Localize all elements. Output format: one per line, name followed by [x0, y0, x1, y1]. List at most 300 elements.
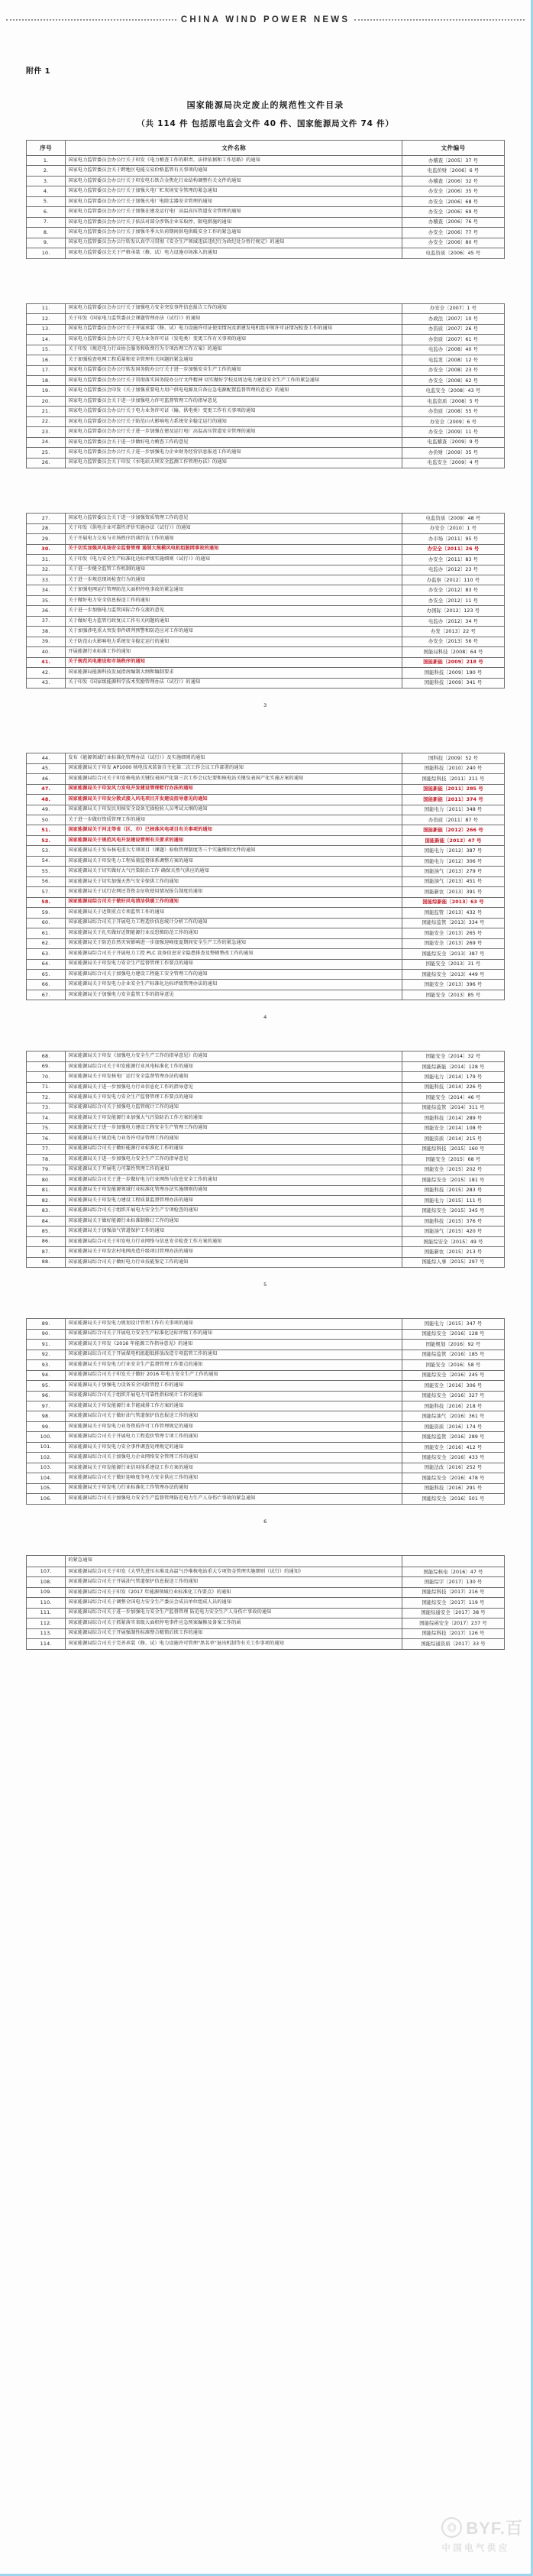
row-index-cell: 114.	[27, 1639, 66, 1649]
table-row	[27, 1494, 505, 1504]
row-index-cell	[27, 1555, 66, 1567]
row-name-cell: 关于做好电力监管行政复议工作有关问题的通知	[66, 616, 402, 626]
row-code-cell: 办安全〔2011〕83 号	[402, 555, 505, 565]
row-code-cell: 国能安全〔2013〕269 号	[402, 938, 505, 948]
row-name-cell: 国家能源局关于进一步加强电力行业信息化工作的指导意见	[66, 1082, 402, 1092]
table-row	[27, 1577, 505, 1587]
page-number: 4	[263, 1014, 267, 1021]
row-name-cell: 国家能源局综合司关于加强电力监管统计工作的通知	[66, 1103, 402, 1113]
row-index-cell: 62.	[27, 938, 66, 948]
row-index-cell: 101.	[27, 1442, 66, 1452]
row-index-cell: 99.	[27, 1421, 66, 1431]
row-code-cell: 办资质〔2007〕61 号	[402, 335, 505, 345]
table-row	[27, 1257, 505, 1267]
row-index-cell: 34.	[27, 585, 66, 595]
row-index-cell: 64.	[27, 959, 66, 969]
row-index-cell: 42.	[27, 668, 66, 678]
page-break-spacer	[26, 1288, 505, 1307]
row-index-cell: 58.	[27, 897, 66, 907]
row-index-cell: 6.	[27, 207, 66, 217]
row-name-cell: 国家电力监管委员会办公厅关于进一步加强电力企业财务经营信息报送工作的通知	[66, 448, 402, 458]
row-code-cell: 办政法〔2007〕10 号	[402, 314, 505, 324]
row-index-cell: 77.	[27, 1144, 66, 1154]
row-code-cell: 办安全〔2006〕35 号	[402, 186, 505, 196]
row-name-cell: 国家能源局关于试行农网还贷资金征收使用情况报告制度的通知	[66, 887, 402, 897]
row-name-cell: 国家能源局关于防范自然灾害影响进一步加强迎峰度夏期间安全生产工作的紧急通知	[66, 938, 402, 948]
table-block	[26, 140, 505, 293]
row-code-cell: 国能综监管〔2013〕334 号	[402, 918, 505, 928]
row-name-cell: 关于规范风电建设和市场秩序的通知	[66, 657, 402, 667]
row-code-cell: 国能科技〔2014〕226 号	[402, 1082, 505, 1092]
row-name-cell: 国家能源局关于进一步加强电力安全生产工作的指导意见	[66, 1155, 402, 1165]
row-code-cell: 国能新农〔2013〕391 号	[402, 887, 505, 897]
table-row	[27, 657, 505, 667]
row-code-cell: 国能科技〔2009〕341 号	[402, 678, 505, 688]
row-name-cell: 国家能源局关于切实做好大气污染防治工作 确保天然气供应的通知	[66, 867, 402, 876]
row-name-cell: 国家电力监管委员会关于严格承装（修、试）电力设施市场准入的通知	[66, 248, 402, 258]
row-index-cell: 100.	[27, 1432, 66, 1442]
row-code-cell: 国能综核电〔2016〕47 号	[402, 1567, 505, 1576]
row-index-cell: 26.	[27, 458, 66, 468]
row-code-cell: 办发〔2013〕22 号	[402, 627, 505, 637]
row-code-cell: 国科技〔2009〕52 号	[402, 753, 505, 763]
row-name-cell: 国家能源局关于加强油气管道保护工作的通知	[66, 1226, 402, 1236]
row-code-cell: 电监发〔2008〕12 号	[402, 355, 505, 365]
row-name-cell: 国家能源局关于印发电力工程质量监督体系调整方案的通知	[66, 856, 402, 866]
row-code-cell: 国能综安全〔2016〕478 号	[402, 1473, 505, 1483]
table-row	[27, 1134, 505, 1144]
row-index-cell: 98.	[27, 1411, 66, 1421]
row-name-cell: 国家能源局综合司关于印发《2017 年能源领域行业标准化工作要点》的通知	[66, 1587, 402, 1597]
row-index-cell: 35.	[27, 595, 66, 605]
row-name-cell: 国家能源局关于规范电力业务许可证管理工作的通知	[66, 1134, 402, 1144]
row-name-cell: 国家能源局综合司关于进一步做好电力行业网络与信息安全工作的通知	[66, 1175, 402, 1185]
row-name-cell: 国家电力监管委员会关于进一步加强资质管理工作的意见	[66, 514, 402, 523]
row-name-cell: 国家能源局关于印发《加强电力安全生产工作的指导意见》的通知	[66, 1051, 402, 1061]
row-name-cell: 国家能源局关于印发电力企业安全生产标准化达标评级管理办法的通知	[66, 980, 402, 990]
row-code-cell: 办稽查〔2006〕76 号	[402, 217, 505, 227]
table-row	[27, 448, 505, 458]
table-row	[27, 1608, 505, 1618]
watermark	[441, 2516, 523, 2554]
row-index-cell: 73.	[27, 1103, 66, 1113]
repealed-documents-table	[26, 1051, 505, 1268]
row-index-cell: 95.	[27, 1381, 66, 1391]
table-row	[27, 846, 505, 856]
row-code-cell: 国能电力〔2011〕348 号	[402, 805, 505, 815]
row-name-cell: 国家能源局关于印发电力安全生产监督管理工作要点的通知	[66, 959, 402, 969]
row-name-cell: 国家能源局综合司关于调整全国电力安全生产委员会成员单位组成人员的通知	[66, 1598, 402, 1608]
page-title: 国家能源局决定废止的规范性文件目录	[186, 100, 344, 110]
row-index-cell: 84.	[27, 1216, 66, 1226]
row-name-cell: 国家能源局综合司关于开展强制性标准整合精简后续工作的通知	[66, 1628, 402, 1638]
table-row	[27, 1216, 505, 1226]
row-code-cell: 办安全〔2011〕26 号	[402, 544, 505, 554]
table-row	[27, 575, 505, 585]
row-name-cell: 国家能源局综合司关于完善承装（修、试）电力设施许可管理"黑名单"退出机制等有关工作事项的通知	[66, 1639, 402, 1649]
row-index-cell: 96.	[27, 1391, 66, 1401]
row-index-cell: 51.	[27, 825, 66, 835]
row-code-cell: 国能新农〔2015〕213 号	[402, 1247, 505, 1257]
row-code-cell: 办安全〔2010〕1 号	[402, 523, 505, 533]
table-row	[27, 856, 505, 866]
row-index-cell: 18.	[27, 375, 66, 385]
row-name-cell: 国家能源局综合司关于进一步加强电力安全生产监督管理 防范电力安全生产人身伤亡事故的通知	[66, 1608, 402, 1618]
row-name-cell: 国家能源局关于做好能源行业标准制修订工作的通知	[66, 1216, 402, 1226]
table-row	[27, 427, 505, 437]
row-code-cell: 国能监管〔2013〕432 号	[402, 908, 505, 918]
row-code-cell: 国能电力〔2015〕111 号	[402, 1195, 505, 1205]
row-index-cell: 38.	[27, 627, 66, 637]
row-name-cell: 国家能源局综合司关于开展电力安全生产标准化达标评级工作的通知	[66, 1329, 402, 1339]
table-block	[26, 1318, 505, 1544]
row-name-cell: 国家能源局综合司关于开展煤电机组超低排放改造专项监管工作的通知	[66, 1350, 402, 1359]
row-index-cell: 31.	[27, 555, 66, 565]
row-name-cell: 国家能源局关于扎实做好近期能源行业反恐怖防范工作的通知	[66, 928, 402, 938]
row-index-cell: 22.	[27, 416, 66, 426]
table-row	[27, 1185, 505, 1195]
row-code-cell: 国能综安全〔2013〕387 号	[402, 949, 505, 959]
table-row-continuation	[27, 1555, 505, 1567]
row-name-cell: 关于印发《电力安全生产标准化达标评级实施细则（试行）》的通知	[66, 555, 402, 565]
page-number: 6	[263, 1518, 267, 1525]
row-name-cell: 国家能源局关于印发能源领域行业标准化管理办法实施细则的通知	[66, 1185, 402, 1195]
table-row	[27, 1329, 505, 1339]
row-name-cell: 国家能源局综合司关于做好风电清洁供暖工作的通知	[66, 897, 402, 907]
row-index-cell: 69.	[27, 1061, 66, 1071]
row-index-cell: 76.	[27, 1134, 66, 1144]
row-index-cell: 28.	[27, 523, 66, 533]
table-row	[27, 228, 505, 238]
row-code-cell: 国能科技〔2015〕376 号	[402, 1216, 505, 1226]
row-index-cell: 21.	[27, 407, 66, 416]
row-name-cell: 国家能源局综合司关于做好油气管道保护信息报送工作的通知	[66, 1411, 402, 1421]
row-index-cell: 113.	[27, 1628, 66, 1638]
row-index-cell: 89.	[27, 1319, 66, 1329]
row-index-cell: 55.	[27, 867, 66, 876]
row-index-cell: 57.	[27, 887, 66, 897]
row-name-cell: 国家能源局关于近期重点专项监管工作的通知	[66, 908, 402, 918]
table-row	[27, 606, 505, 616]
row-index-cell: 65.	[27, 970, 66, 980]
row-index-cell: 30.	[27, 544, 66, 554]
watermark-brand-row	[441, 2516, 523, 2539]
row-code-cell: 国能油气〔2015〕420 号	[402, 1226, 505, 1236]
row-name-cell: 国家能源局关于开展电力可靠性管理工作的通知	[66, 1165, 402, 1175]
row-index-cell: 44.	[27, 753, 66, 763]
row-code-cell: 办稽查〔2005〕37 号	[402, 156, 505, 166]
row-index-cell: 106.	[27, 1494, 66, 1504]
table-row	[27, 186, 505, 196]
row-code-cell: 办安全〔2006〕80 号	[402, 238, 505, 248]
row-code-cell: 国能油气〔2013〕279 号	[402, 867, 505, 876]
table-row	[27, 1319, 505, 1329]
table-row	[27, 1360, 505, 1370]
row-code-cell: 办安全〔2006〕69 号	[402, 207, 505, 217]
table-row	[27, 595, 505, 605]
table-row	[27, 1226, 505, 1236]
row-index-cell: 102.	[27, 1453, 66, 1463]
row-index-cell: 33.	[27, 575, 66, 585]
table-row	[27, 375, 505, 385]
row-index-cell: 68.	[27, 1051, 66, 1061]
row-index-cell: 14.	[27, 335, 66, 345]
row-code-cell: 国能综监管〔2014〕311 号	[402, 1103, 505, 1113]
row-name-cell: 国家能源局关于河北等省（区、市）已核准风电项目有关事项的通知	[66, 825, 402, 835]
row-name-cell: 国家电力监管委员会办公厅关于电力业务许可证（发电类）变更工作有关事项的通知	[66, 335, 402, 345]
repealed-documents-table	[26, 513, 505, 689]
table-row	[27, 565, 505, 575]
row-name-cell: 关于做好电力安全信息报送工作的通知	[66, 595, 402, 605]
table-row	[27, 534, 505, 544]
row-name-cell: 国家电力监管委员会关于进一步做好电力稽查工作的意见	[66, 437, 402, 447]
table-row	[27, 303, 505, 313]
row-name-cell: 国家能源局综合司关于印发电力行业网络与信息安全检查工作方案的通知	[66, 1236, 402, 1246]
row-name-cell: 国家能源局综合司关于加强电力建设工程施工安全管理工作的通知	[66, 970, 402, 980]
row-index-cell: 25.	[27, 448, 66, 458]
row-index-cell: 11.	[27, 303, 66, 313]
row-code-cell: 国能安全〔2016〕412 号	[402, 1442, 505, 1452]
row-name-cell: 国家能源局综合司关于开展电力工控 PLC 设备信息安全隐患排查及整顿整改工作的通知	[66, 949, 402, 959]
row-index-cell: 71.	[27, 1082, 66, 1092]
table-row	[27, 1082, 505, 1092]
site-masthead	[0, 0, 531, 40]
row-code-cell: 国能综科技〔2015〕160 号	[402, 1144, 505, 1154]
row-code-cell: 国能科技〔2010〕240 号	[402, 763, 505, 773]
row-name-cell: 国家能源局综合司关于组织开展电力可靠性指标统计工作的通知	[66, 1391, 402, 1401]
row-name-cell: 国家电力监管委员会办公厅关于电力业务许可证（输、供电类）变更工作有关事项的通知	[66, 407, 402, 416]
table-block	[26, 303, 505, 503]
table-row	[27, 815, 505, 825]
table-row	[27, 1463, 505, 1473]
row-name-cell: 关于开展电力交易与市场秩序约谈约访工作的通知	[66, 534, 402, 544]
row-index-cell: 82.	[27, 1195, 66, 1205]
row-code-cell: 办安全〔2012〕11 号	[402, 595, 505, 605]
page-break-spacer	[26, 1525, 505, 1544]
table-row	[27, 458, 505, 468]
row-index-cell: 29.	[27, 534, 66, 544]
row-index-cell: 12.	[27, 314, 66, 324]
row-code-cell: 国能规划〔2016〕92 号	[402, 1340, 505, 1350]
row-index-cell: 59.	[27, 908, 66, 918]
row-name-cell: 的紧急通知	[66, 1555, 402, 1567]
row-code-cell: 国能综监管〔2016〕289 号	[402, 1432, 505, 1442]
table-row	[27, 908, 505, 918]
row-name-cell: 国家能源局关于加强电力安全监管工作的指导意见	[66, 990, 402, 1000]
row-name-cell: 国家电力监管委员会办公厅关于印发电石铁合金焦化行业结构调整有关文件的通知	[66, 176, 402, 186]
row-name-cell: 开展能源行业标准工作的通知	[66, 647, 402, 657]
row-name-cell: 国家能源局关于印发能源行业节能减排工作方案的通知	[66, 1401, 402, 1411]
row-code-cell: 办安全〔2008〕62 号	[402, 375, 505, 385]
row-code-cell: 办安全〔2006〕68 号	[402, 196, 505, 206]
row-code-cell: 国能科技〔2015〕283 号	[402, 1185, 505, 1195]
table-row	[27, 156, 505, 166]
row-code-cell: 电监资质〔2008〕5 号	[402, 396, 505, 406]
row-code-cell: 办安全〔2008〕23 号	[402, 365, 505, 375]
repealed-documents-table	[26, 303, 505, 469]
row-name-cell: 国家电力监管委员会印发《关于加强重要电力用户供电电源及自备应急电源配置监督管理的意见》的通知	[66, 386, 402, 396]
repealed-documents-table	[26, 753, 505, 1000]
row-name-cell: 国家能源局关于印发电力业务资质许可工作管理规定的通知	[66, 1421, 402, 1431]
table-row	[27, 407, 505, 416]
row-code-cell: 办资质〔2011〕87 号	[402, 815, 505, 825]
row-index-cell: 9.	[27, 238, 66, 248]
repealed-documents-table	[26, 140, 505, 259]
table-row	[27, 1473, 505, 1483]
table-row	[27, 396, 505, 406]
row-index-cell: 20.	[27, 396, 66, 406]
row-code-cell: 国能综安全〔2016〕501 号	[402, 1494, 505, 1504]
table-row	[27, 365, 505, 375]
row-name-cell: 发布《能源领域行业标准化管理办法（试行）》及实施细则的通知	[66, 753, 402, 763]
row-code-cell: 国能综安全〔2015〕181 号	[402, 1175, 505, 1185]
row-index-cell: 48.	[27, 795, 66, 805]
row-index-cell: 16.	[27, 355, 66, 365]
row-index-cell: 19.	[27, 386, 66, 396]
row-index-cell: 13.	[27, 324, 66, 334]
table-block	[26, 1051, 505, 1307]
table-row	[27, 897, 505, 907]
table-row	[27, 176, 505, 186]
page-break-spacer	[26, 468, 505, 502]
row-code-cell: 国能新能〔2009〕218 号	[402, 657, 505, 667]
row-code-cell: 国能新能〔2011〕374 号	[402, 795, 505, 805]
row-code-cell: 国能安全〔2016〕58 号	[402, 1360, 505, 1370]
table-row	[27, 314, 505, 324]
table-row	[27, 386, 505, 396]
row-index-cell: 5.	[27, 196, 66, 206]
table-row	[27, 668, 505, 678]
row-code-cell: 国能综新能〔2013〕63 号	[402, 897, 505, 907]
table-row	[27, 1453, 505, 1463]
row-name-cell: 国家电力监管委员会办公厅关于防范山火影响电力系统安全稳定运行的通知	[66, 416, 402, 426]
row-name-cell: 国家能源局关于印发《2016 年能源工作指导意见》的通知	[66, 1340, 402, 1350]
table-row	[27, 217, 505, 227]
table-row	[27, 335, 505, 345]
table-row	[27, 1639, 505, 1649]
page-break-spacer	[26, 1650, 505, 1670]
row-name-cell: 国家能源局综合司关于印发核电站关键仪表国产化第三次工作会议纪要和核电站关键仪表国产化实施方案的通知	[66, 774, 402, 784]
row-name-cell: 国家能源局关于印发风力发电开发建设管理暂行办法的通知	[66, 784, 402, 794]
table-row	[27, 514, 505, 523]
table-row	[27, 523, 505, 533]
row-name-cell: 国家能源局综合司关于印发能源行业风电标准化工作的通知	[66, 1061, 402, 1071]
row-code-cell: 国能综科技〔2011〕211 号	[402, 774, 505, 784]
table-row	[27, 876, 505, 886]
table-row	[27, 166, 505, 176]
row-name-cell: 国家能源局综合司关于组织开展电力安全生产专项检查的通知	[66, 1206, 402, 1216]
table-row	[27, 355, 505, 365]
row-index-cell: 93.	[27, 1360, 66, 1370]
row-name-cell: 国家电力监管委员会办公厅关于依法对部分涉铬企业采取停、限电措施的通知	[66, 217, 402, 227]
row-index-cell: 79.	[27, 1165, 66, 1175]
row-index-cell: 10.	[27, 248, 66, 258]
row-name-cell: 国家电力监管委员会办公厅关于加强冬季大负荷期间供电供暖安全工作的紧急通知	[66, 228, 402, 238]
table-row	[27, 825, 505, 835]
row-name-cell: 国家能源局关于印发核电厂运行安全监督管理办法的通知	[66, 1072, 402, 1082]
row-code-cell: 办安全〔2007〕1 号	[402, 303, 505, 313]
watermark-chinese-text: 中国电气供应	[441, 2542, 510, 2553]
page-break-spacer	[26, 708, 505, 742]
table-row	[27, 959, 505, 969]
table-row	[27, 990, 505, 1000]
table-row	[27, 970, 505, 980]
page-number: 3	[263, 702, 267, 709]
table-row	[27, 763, 505, 773]
table-row	[27, 938, 505, 948]
table-row	[27, 1165, 505, 1175]
row-name-cell: 关于加强检查电网工程质量和安全管理有关问题的紧急通知	[66, 355, 402, 365]
row-code-cell: 国能安全〔2014〕108 号	[402, 1123, 505, 1133]
row-name-cell: 国家能源局关于加强电力设备安全风险管控工作的通知	[66, 1381, 402, 1391]
row-name-cell: 国家能源局关于印发能源行业信用体系建设工作方案的通知	[66, 1463, 402, 1473]
row-index-cell: 3.	[27, 176, 66, 186]
table-row	[27, 887, 505, 897]
row-code-cell: 国能综安全〔2013〕449 号	[402, 970, 505, 980]
row-code-cell: 电监资质〔2006〕45 号	[402, 248, 505, 258]
row-index-cell: 56.	[27, 876, 66, 886]
row-code-cell: 办安全〔2012〕83 号	[402, 585, 505, 595]
table-row	[27, 1391, 505, 1401]
row-index-cell: 32.	[27, 565, 66, 575]
row-name-cell: 国家电力监管委员会办公厅关于加强在建及运行电厂高温高压管道安全管理的通知	[66, 207, 402, 217]
row-name-cell: 国家能源局关于印发 AP1000 核电技术装备自主化第二次工作会议工作部署的通知	[66, 763, 402, 773]
row-code-cell: 国能综安全〔2015〕345 号	[402, 1206, 505, 1216]
table-row	[27, 928, 505, 938]
table-row	[27, 1236, 505, 1246]
table-row	[27, 1432, 505, 1442]
row-name-cell: 关于印发《规范电力行业协会服务和收费行为专项治理工作方案》的通知	[66, 345, 402, 355]
row-code-cell: 电监安全〔2009〕4 号	[402, 458, 505, 468]
table-row	[27, 345, 505, 355]
row-code-cell: 国能安全〔2013〕31 号	[402, 959, 505, 969]
row-index-cell: 72.	[27, 1093, 66, 1103]
row-index-cell: 15.	[27, 345, 66, 355]
table-row	[27, 835, 505, 845]
table-row	[27, 949, 505, 959]
page-number: 5	[263, 1282, 267, 1288]
row-code-cell: 办安全〔2009〕11 号	[402, 427, 505, 437]
row-index-cell: 111.	[27, 1608, 66, 1618]
table-row	[27, 980, 505, 990]
row-name-cell: 国家电力监管委员会办公厅关于贯彻落实国务院办公厅文件精神 切实做好学校及周边电力建设安全生产工作的紧急通知	[66, 375, 402, 385]
row-code-cell: 电监办〔2012〕34 号	[402, 616, 505, 626]
row-index-cell: 85.	[27, 1226, 66, 1236]
row-name-cell: 国家能源局关于印发民用核安全设备无损检验人员考试大纲的通知	[66, 805, 402, 815]
row-name-cell: 国家能源局综合司关于开展电力工程造价管理专项工作的通知	[66, 1432, 402, 1442]
row-name-cell: 国家能源局关于进一步加强电力建设工程安全生产管理工作的通知	[66, 1123, 402, 1133]
table-row	[27, 1587, 505, 1597]
row-code-cell: 国能新能〔2012〕266 号	[402, 825, 505, 835]
table-row	[27, 437, 505, 447]
row-index-cell: 41.	[27, 657, 66, 667]
row-index-cell: 94.	[27, 1370, 66, 1380]
row-index-cell: 1.	[27, 156, 66, 166]
row-index-cell: 75.	[27, 1123, 66, 1133]
table-row	[27, 324, 505, 334]
row-name-cell: 国家能源局关于规范风电开发建设管理有关要求的通知	[66, 835, 402, 845]
repealed-documents-table	[26, 1555, 505, 1650]
row-code-cell: 国能新能〔2011〕285 号	[402, 784, 505, 794]
row-code-cell: 国能科技〔2016〕291 号	[402, 1483, 505, 1493]
table-row	[27, 805, 505, 815]
row-code-cell: 办资质〔2007〕26 号	[402, 324, 505, 334]
row-index-cell: 60.	[27, 918, 66, 928]
table-row	[27, 1123, 505, 1133]
row-code-cell: 国能综新能〔2014〕128 号	[402, 1061, 505, 1071]
page-break-spacer	[26, 1020, 505, 1040]
row-index-cell: 103.	[27, 1463, 66, 1473]
